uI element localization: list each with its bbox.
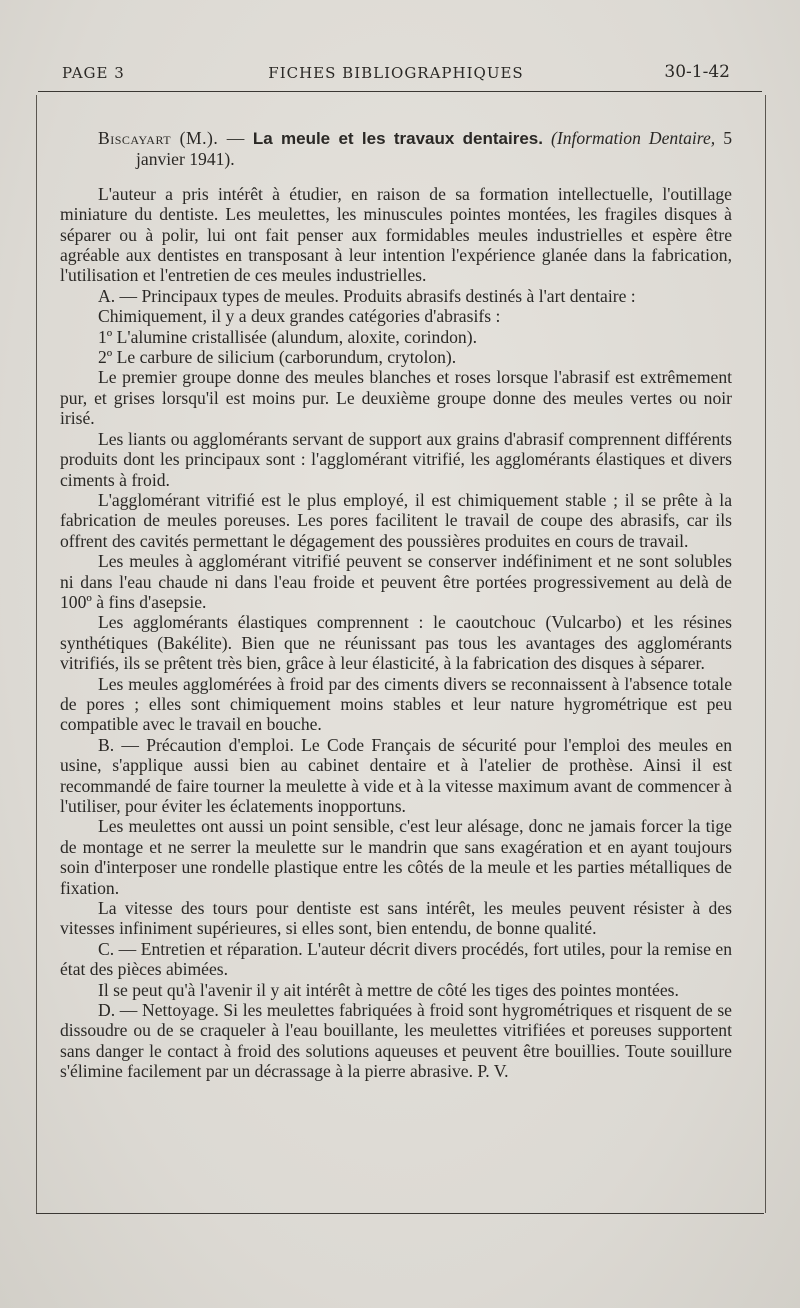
- bottom-rule: [36, 1213, 764, 1214]
- paragraph: B. — Précaution d'emploi. Le Code Français de sécurité pour l'emploi des meules en usine, s'applique aussi bien au cabinet dentaire et à l'atelier de prothèse. Ainsi il est recommandé de faire tourner la meulette à vide et à la vitesse maximum avant de commencer à l'utiliser, pour éviter les éclatements inopportuns.: [60, 734, 732, 816]
- entry-work-title: La meule et les travaux dentaires.: [252, 129, 543, 148]
- paragraph: Le premier groupe donne des meules blanches et roses lorsque l'abrasif est extrêmement pur, et grises lorsqu'il est moins pur. Le deuxième groupe donne des meules vertes ou noir irisé.: [60, 367, 732, 429]
- paragraph: L'auteur a pris intérêt à étudier, en raison de sa formation intellectuelle, l'outillage miniature du dentiste. Les meulettes, les minuscules pointes montées, les fragiles disques à séparer ou à polir, lui ont fait penser aux formidables meules industrielles et espère être agréable aux dentistes en transposant à leur intention l'expérience glanée dans la fabrication, l'utilisation et l'entretien de ces meules industrielles.: [60, 183, 732, 286]
- paragraph: L'agglomérant vitrifié est le plus employé, il est chimiquement stable ; il se prête à la fabrication de meules poreuses. Les pores facilitent le travail de coupe des abrasifs, car ils offrent des cavités permettant le dégagement des poussières produites en cours de travail.: [60, 489, 732, 551]
- paragraph: La vitesse des tours pour dentiste est sans intérêt, les meules peuvent résister à des vitesses infiniment supérieures, si elles sont, bien entendu, de bonne qualité.: [60, 898, 732, 939]
- paragraph: 1º L'alumine cristallisée (alundum, aloxite, corindon).: [98, 326, 477, 347]
- paragraph: 2º Le carbure de silicium (carborundum, crytolon).: [98, 347, 457, 368]
- top-rule: [38, 91, 762, 92]
- issue-date: 30-1-42: [664, 62, 730, 82]
- paragraph: A. — Principaux types de meules. Produits abrasifs destinés à l'art dentaire :: [98, 285, 636, 306]
- entry-source: (Information Dentaire,: [550, 128, 716, 148]
- paragraph: Les meules à agglomérant vitrifié peuvent se conserver indéfiniment et ne sont solubles ni dans l'eau chaude ni dans l'eau froide et peuvent être portées progressivement au delà de 100º à fins d'asepsie.: [60, 551, 732, 612]
- paragraph: Chimiquement, il y a deux grandes catégories d'abrasifs :: [98, 306, 501, 327]
- entry-source-date: 5 janvier 1941).: [136, 128, 732, 170]
- paragraph: Les agglomérants élastiques comprennent : le caoutchouc (Vulcarbo) et les résines synthétiques (Bakélite). Bien que ne réunissant pas tous les avantages des agglomérants vitrifiés, ils se prêtent très bien, grâce à leur élasticité, à la fabrication des disques à séparer.: [60, 612, 732, 674]
- paragraph: D. — Nettoyage. Si les meulettes fabriquées à froid sont hygrométriques et risquent de se dissoudre ou de se craqueler à l'eau bouillante, les meulettes vitrifiées et poreuses supportent sans danger le contact à froid des solutions aqueuses et peuvent être bouillies. Toute souillure s'élimine facilement par un décrassage à la pierre abrasive. P. V.: [60, 1000, 732, 1082]
- page-number: PAGE 3: [62, 64, 125, 82]
- journal-section-title: FICHES BIBLIOGRAPHIQUES: [268, 64, 524, 82]
- paragraph: Les meules agglomérées à froid par des ciments divers se reconnaissent à l'absence totale de pores ; elles sont chimiquement moins stables et leur nature hygrométrique est peu compatible avec le travail en bouche.: [60, 673, 732, 735]
- entry-citation: [98, 128, 732, 170]
- paragraph: Il se peut qu'à l'avenir il y ait intérêt à mettre de côté les tiges des pointes montées.: [98, 979, 679, 1000]
- running-header: [62, 62, 730, 84]
- paragraph: Les liants ou agglomérants servant de support aux grains d'abrasif comprennent différents produits dont les principaux sont : l'agglomérant vitrifié, les agglomérants élastiques et divers ciments à froid.: [60, 428, 732, 490]
- paragraph: C. — Entretien et réparation. L'auteur décrit divers procédés, fort utiles, pour la remise en état des pièces abimées.: [60, 938, 732, 980]
- paragraph: Les meulettes ont aussi un point sensible, c'est leur alésage, donc ne jamais forcer la tige de montage et ne serrer la meulette sur le mandrin que sans exagération et en ayant toujours soin d'interposer une rondelle plastique entre les côtés de la meule et les parties métalliques de fixation.: [60, 816, 732, 898]
- entry-author: Biscayart (M.). —: [98, 128, 245, 148]
- bibliographic-entry: [60, 128, 732, 1082]
